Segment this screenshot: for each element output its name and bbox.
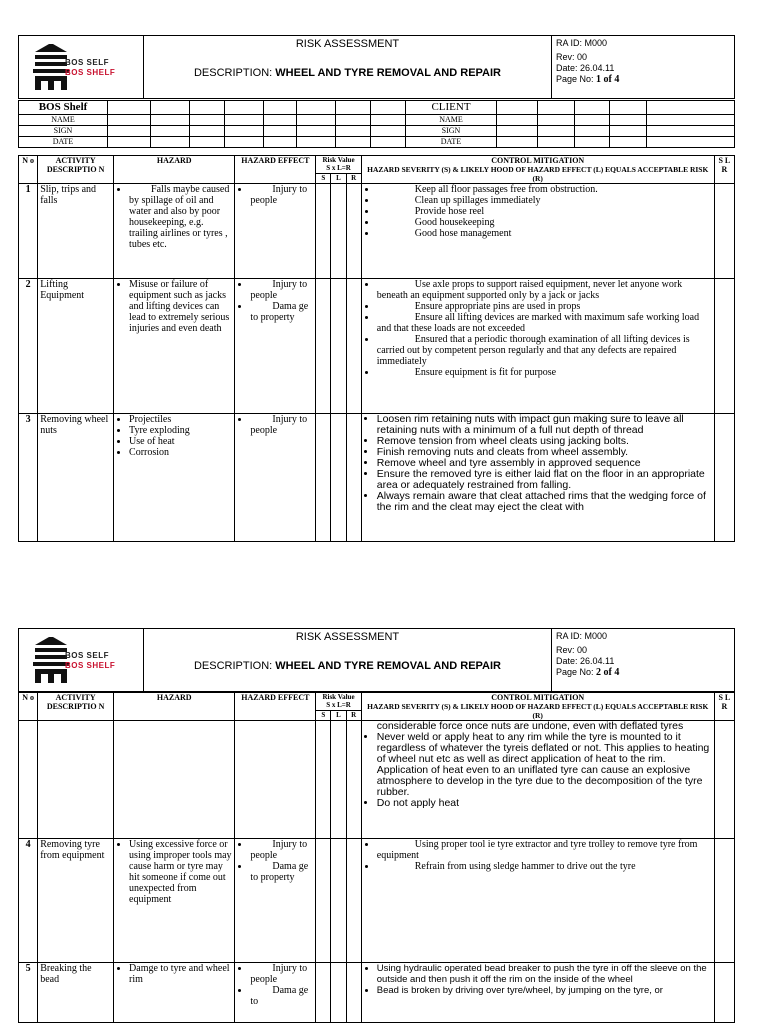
document-meta: [552, 629, 735, 692]
revision: Rev: 00: [556, 52, 588, 62]
description-text: WHEEL AND TYRE REMOVAL AND REPAIR: [275, 660, 501, 672]
effect-cell: • Injury to people: [235, 414, 316, 542]
activity-cell: Removing tyre from equipment: [38, 839, 114, 963]
description-text: WHEEL AND TYRE REMOVAL AND REPAIR: [275, 67, 501, 79]
signoff-table: [18, 100, 735, 148]
risk-formula: S x L=R: [316, 701, 361, 710]
hazard-cell: • Misuse or failure of equipment such as jacks and lifting devices can lead to extremely serious injuries and even death: [114, 279, 235, 414]
effect-cell: • Injury to people: [235, 184, 316, 279]
control-cell: • Keep all floor passages free from obstruction. • Clean up spillages immediately • Provide hose reel • Good housekeeping • Good hose management: [361, 184, 714, 279]
ra-id: RA ID: M000: [556, 631, 608, 641]
control-cell: • Using proper tool ie tyre extractor and tyre trolley to remove tyre from equipment • Refrain from using sledge hammer to drive out the tyre: [361, 839, 714, 963]
sign-row-label: SIGN: [19, 126, 108, 137]
ra-id: RA ID: M000: [556, 38, 608, 48]
table-row: [19, 414, 735, 542]
col-control: CONTROL MITIGATION HAZARD SEVERITY (S) & LIKELY HOOD OF HAZARD EFFECT (L) EQUALS ACCEPTABLE RISK (R): [361, 156, 714, 184]
effect-cell: • Injury to people • Dama ge to: [235, 963, 316, 1023]
date: Date: 26.04.11: [556, 63, 615, 73]
col-activity: ACTIVITY DESCRIPTIO N: [38, 693, 114, 721]
table-row: [19, 839, 735, 963]
control-cell: • Use axle props to support raised equipment, never let anyone work beneath an equipment supported only by a jack or jacks • Ensure appropriate pins are used in props • Ensure all lifting devices are marked with maximum safe working load and that these loads are not exceeded • Ensured that a periodic thorough examination of all lifting devices is carried out by competent person regularly and that any defects are repaired immediately • Ensure equipment is fit for purpose: [361, 279, 714, 414]
risk-table-page1: [18, 155, 735, 542]
page-number: 2 of 4: [596, 667, 620, 678]
page-label: Page No:: [556, 667, 594, 677]
revision: Rev: 00: [556, 645, 588, 655]
row-number: 4: [19, 839, 38, 963]
control-cell: • Loosen rim retaining nuts with impact gun making sure to leave all retaining nuts with a minimum of a full nut depth of thread • Remove tension from wheel cleats using jacking bolts. • Finish removing nuts and cleats from wheel assembly. • Remove wheel and tyre assembly in approved sequence • Ensure the removed tyre is either laid flat on the floor in an appropriate area or adequately restrained from falling. • Always remain aware that cleat attached rims that the wedging force of the rim and the cleat may eject the cleat with: [361, 414, 714, 542]
table-row: [19, 279, 735, 414]
page2-header: [18, 628, 735, 692]
activity-cell: Breaking the bead: [38, 963, 114, 1023]
col-control: CONTROL MITIGATION HAZARD SEVERITY (S) & LIKELY HOOD OF HAZARD EFFECT (L) EQUALS ACCEPTABLE RISK (R): [361, 693, 714, 721]
table-row: [19, 963, 735, 1023]
col-hazard: HAZARD: [114, 156, 235, 184]
risk-formula: S x L=R: [316, 164, 361, 173]
row-number: 3: [19, 414, 38, 542]
company-logo: [19, 629, 144, 692]
effect-cell: • Injury to people • Dama ge to property: [235, 839, 316, 963]
col-r: R: [346, 173, 361, 183]
logo-subtext: BOS SHELF: [65, 68, 116, 77]
col-l: L: [331, 710, 346, 720]
hazard-cell: • Using excessive force or using improper tools may cause harm or tyre may hit someone if come out unexpected from equipment: [114, 839, 235, 963]
table-header-row: [19, 693, 735, 702]
control-cell: considerable force once nuts are undone, even with deflated tyres • Never weld or apply heat to any rim while the tyre is mounted to it regardless of whatever the tyreis deflated or not. This applies to heating of wheel nut etc as well as direct application of heat to the rim. Application of heat even to an uniflated tyre can cause an explosive atmosphere to develop in the tyre due to the decomposition of the tyre rubber. • Do not apply heat: [361, 721, 714, 839]
date-row-label: DATE: [19, 137, 108, 148]
page1-header: [18, 35, 735, 99]
page-label: Page No:: [556, 74, 594, 84]
logo-text: BOS SELF: [65, 651, 110, 660]
col-activity: ACTIVITY DESCRIPTIO N: [38, 156, 114, 184]
row-number: 1: [19, 184, 38, 279]
client-name-row-label: NAME: [406, 115, 497, 126]
logo-text: BOS SELF: [65, 58, 110, 67]
client-sign-row-label: SIGN: [406, 126, 497, 137]
description-label: DESCRIPTION:: [193, 67, 273, 79]
col-s: S: [316, 173, 331, 183]
col-slr: S L R: [714, 156, 734, 184]
col-effect: HAZARD EFFECT: [235, 693, 316, 721]
row-number: 2: [19, 279, 38, 414]
col-risk-value: Risk Value: [316, 156, 361, 165]
col-risk-value: Risk Value: [316, 693, 361, 702]
risk-table-page2: [18, 692, 735, 1023]
name-row-label: NAME: [19, 115, 108, 126]
hazard-cell: • Damge to tyre and wheel rim: [114, 963, 235, 1023]
client-label: CLIENT: [406, 101, 497, 115]
document-meta: [552, 36, 735, 99]
activity-cell: Lifting Equipment: [38, 279, 114, 414]
col-no: N o: [19, 156, 38, 184]
hazard-cell: • Falls maybe caused by spillage of oil and water and also by poor housekeeping, e.g. trailing airlines or tyres , tubes etc.: [114, 184, 235, 279]
activity-cell: Removing wheel nuts: [38, 414, 114, 542]
control-cell: • Using hydraulic operated bead breaker to push the tyre in off the sleeve on the outside and then push it off the rim on the inside of the wheel • Bead is broken by driving over tyre/wheel, by jumping on the tyre, or: [361, 963, 714, 1023]
logo-subtext: BOS SHELF: [65, 661, 116, 670]
col-l: L: [331, 173, 346, 183]
table-row: [19, 721, 735, 839]
date: Date: 26.04.11: [556, 656, 615, 666]
hazard-cell: • Projectiles • Tyre exploding • Use of heat • Corrosion: [114, 414, 235, 542]
document-title: RISK ASSESSMENT: [295, 38, 400, 50]
company-logo: [19, 36, 144, 99]
col-slr: S L R: [714, 693, 734, 721]
bos-shelf-label: BOS Shelf: [19, 101, 108, 115]
row-number: 5: [19, 963, 38, 1023]
col-s: S: [316, 710, 331, 720]
col-r: R: [346, 710, 361, 720]
page-number: 1 of 4: [596, 74, 620, 85]
col-hazard: HAZARD: [114, 693, 235, 721]
effect-cell: • Injury to people • Dama ge to property: [235, 279, 316, 414]
col-effect: HAZARD EFFECT: [235, 156, 316, 184]
table-row: [19, 184, 735, 279]
activity-cell: Slip, trips and falls: [38, 184, 114, 279]
description-label: DESCRIPTION:: [193, 660, 273, 672]
table-header-row: [19, 156, 735, 165]
document-title: RISK ASSESSMENT: [295, 631, 400, 643]
client-date-row-label: DATE: [406, 137, 497, 148]
col-no: N o: [19, 693, 38, 721]
